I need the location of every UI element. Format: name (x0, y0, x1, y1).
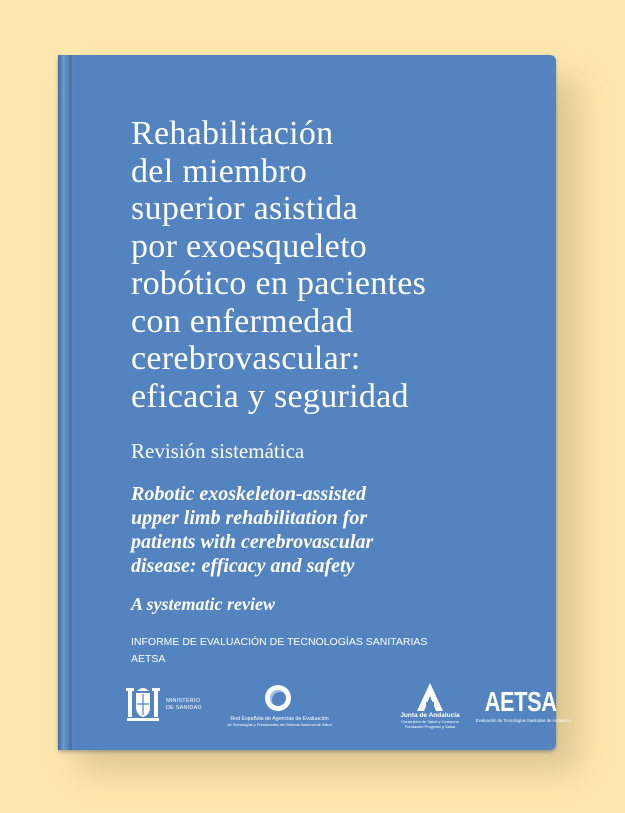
title-es-line: del miembro (131, 152, 308, 190)
red-agencias-subtitle: de Tecnologías y Prestaciones del Sistema Nacional de Salud (227, 723, 332, 727)
junta-a-icon (417, 683, 443, 711)
aetsa-logo (476, 686, 571, 729)
title-es-line: con enfermedad (131, 302, 354, 340)
junta-sub-line: Consejería de Salud y Consumo (401, 719, 459, 724)
report-type-line: INFORME DE EVALUACIÓN DE TECNOLOGÍAS SANITARIAS (131, 636, 428, 648)
title-es-line: superior asistida (131, 190, 358, 227)
ring-icon (265, 685, 291, 711)
ministerio-line: MINISTERIO (166, 698, 201, 704)
title-en-line: patients with cerebrovascular (131, 531, 374, 553)
red-agencias-name: Red Española de Agencias de Evaluación (230, 716, 329, 722)
ministerio-line: DE SANIDAD (166, 705, 202, 711)
cover-subtitle-es: Revisión sistemática (131, 439, 305, 463)
title-es-line: robótico en pacientes (131, 265, 427, 302)
logo-strip (124, 683, 571, 733)
junta-andalucia-logo (389, 683, 471, 731)
title-en-line: disease: efficacy and safety (131, 555, 355, 577)
book-spine (58, 55, 70, 750)
coat-of-arms-icon (124, 685, 162, 725)
ministerio-logo (124, 685, 214, 725)
report-type (131, 634, 427, 668)
spine-groove (70, 55, 74, 750)
junta-subtitle (389, 720, 471, 730)
title-es-line: por exoesqueleto (131, 227, 368, 265)
title-en-line: Robotic exoskeleton-assisted (131, 483, 366, 505)
aetsa-subtitle: Evaluación de Tecnologías Sanitarias de Andalucía (476, 718, 571, 723)
red-agencias-logo (217, 683, 342, 731)
title-es-line: eficacia y seguridad (131, 377, 409, 415)
cover-title-en (131, 482, 373, 578)
cover-subtitle-en: A systematic review (131, 594, 275, 614)
ministerio-text (166, 698, 202, 712)
title-es-line: cerebrovascular: (131, 340, 361, 377)
junta-name: Junta de Andalucía (400, 712, 460, 719)
junta-sub-line: Fundación Progreso y Salud (404, 723, 456, 729)
book-cover (58, 55, 571, 750)
title-es-line: Rehabilitación (131, 115, 334, 152)
cover-title-es (131, 115, 551, 415)
aetsa-wordmark: AETSA (484, 686, 557, 717)
report-type-line: AETSA (131, 653, 166, 665)
title-en-line: upper limb rehabilitation for (131, 507, 368, 529)
